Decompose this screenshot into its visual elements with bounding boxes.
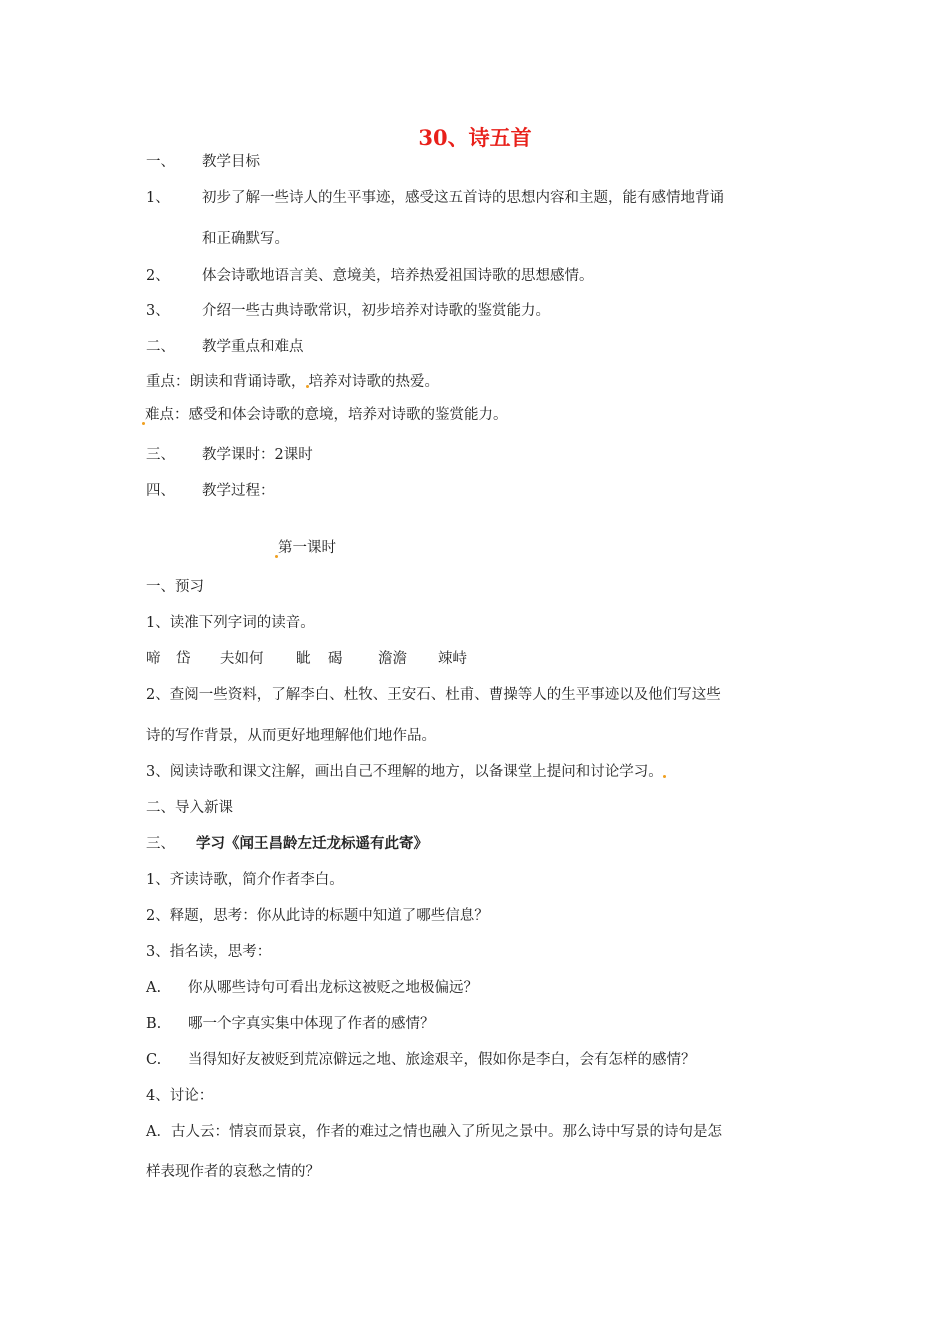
section-heading-process: 四、 教学过程： xyxy=(146,483,275,499)
question-b: B. 哪一个字真实集中体现了作者的感情？ xyxy=(146,1016,435,1032)
section-heading-goals: 一、 教学目标 xyxy=(146,154,260,170)
goal-1: 1、 初步了解一些诗人的生平事迹，感受这五首诗的思想内容和主题，能有感情地背诵 xyxy=(146,190,724,206)
intro-heading: 二、导入新课 xyxy=(146,800,233,816)
goal-2: 2、 体会诗歌地语言美、意境美，培养热爱祖国诗歌的思想感情。 xyxy=(146,268,594,284)
word: 碣 xyxy=(328,651,343,667)
step-1: 1、齐读诗歌，简介作者李白。 xyxy=(146,872,344,888)
page-title: 30、诗五首 xyxy=(418,125,532,150)
section-heading-hours: 三、 教学课时：2课时 xyxy=(146,447,313,463)
study-heading: 三、 学习《闻王昌龄左迁龙标遥有此寄》 xyxy=(146,835,428,852)
goal-3: 3、 介绍一些古典诗歌常识，初步培养对诗歌的鉴赏能力。 xyxy=(146,303,550,319)
mark-dot xyxy=(663,775,666,778)
preview-item-2: 2、查阅一些资料，了解李白、杜牧、王安石、杜甫、曹操等人的生平事迹以及他们写这些 xyxy=(146,687,721,703)
question-c: C. 当得知好友被贬到荒凉僻远之地、旅途艰辛，假如你是李白，会有怎样的感情？ xyxy=(146,1052,696,1068)
discuss-heading: 4、讨论： xyxy=(146,1088,214,1104)
word-list xyxy=(146,648,467,670)
word: 眦 xyxy=(296,651,311,667)
period-heading: 第一课时 xyxy=(275,537,336,559)
difficulty: 难点：感受和体会诗歌的意境，培养对诗歌的鉴赏能力。 xyxy=(142,404,508,426)
section-heading-key-points: 二、 教学重点和难点 xyxy=(146,339,304,355)
preview-heading: 一、预习 xyxy=(146,579,204,595)
step-2: 2、释题，思考：你从此诗的标题中知道了哪些信息？ xyxy=(146,908,489,924)
word: 岱 xyxy=(176,651,191,667)
preview-item-3: 3、阅读诗歌和课文注解，画出自己不理解的地方，以备课堂上提问和讨论学习。 xyxy=(146,761,666,783)
word: 澹澹 xyxy=(378,651,407,667)
discuss-a-continued: 样表现作者的哀愁之情的？ xyxy=(146,1164,320,1180)
preview-item-2-continued: 诗的写作背景，从而更好地理解他们地作品。 xyxy=(146,728,436,744)
question-a: A. 你从哪些诗句可看出龙标这被贬之地极偏远？ xyxy=(146,980,478,996)
word: 啼 xyxy=(146,651,161,667)
word: 竦峙 xyxy=(438,651,467,667)
word: 夫如何 xyxy=(220,651,264,667)
step-3: 3、指名读，思考： xyxy=(146,944,272,960)
key-point: 重点：朗读和背诵诗歌， 培养对诗歌的热爱。 xyxy=(146,374,439,390)
discuss-a: A．古人云：情哀而景哀，作者的难过之情也融入了所见之景中。那么诗中写景的诗句是怎 xyxy=(146,1124,722,1140)
goal-1-continued: 和正确默写。 xyxy=(202,231,289,247)
preview-item-1: 1、读准下列字词的读音。 xyxy=(146,615,315,631)
